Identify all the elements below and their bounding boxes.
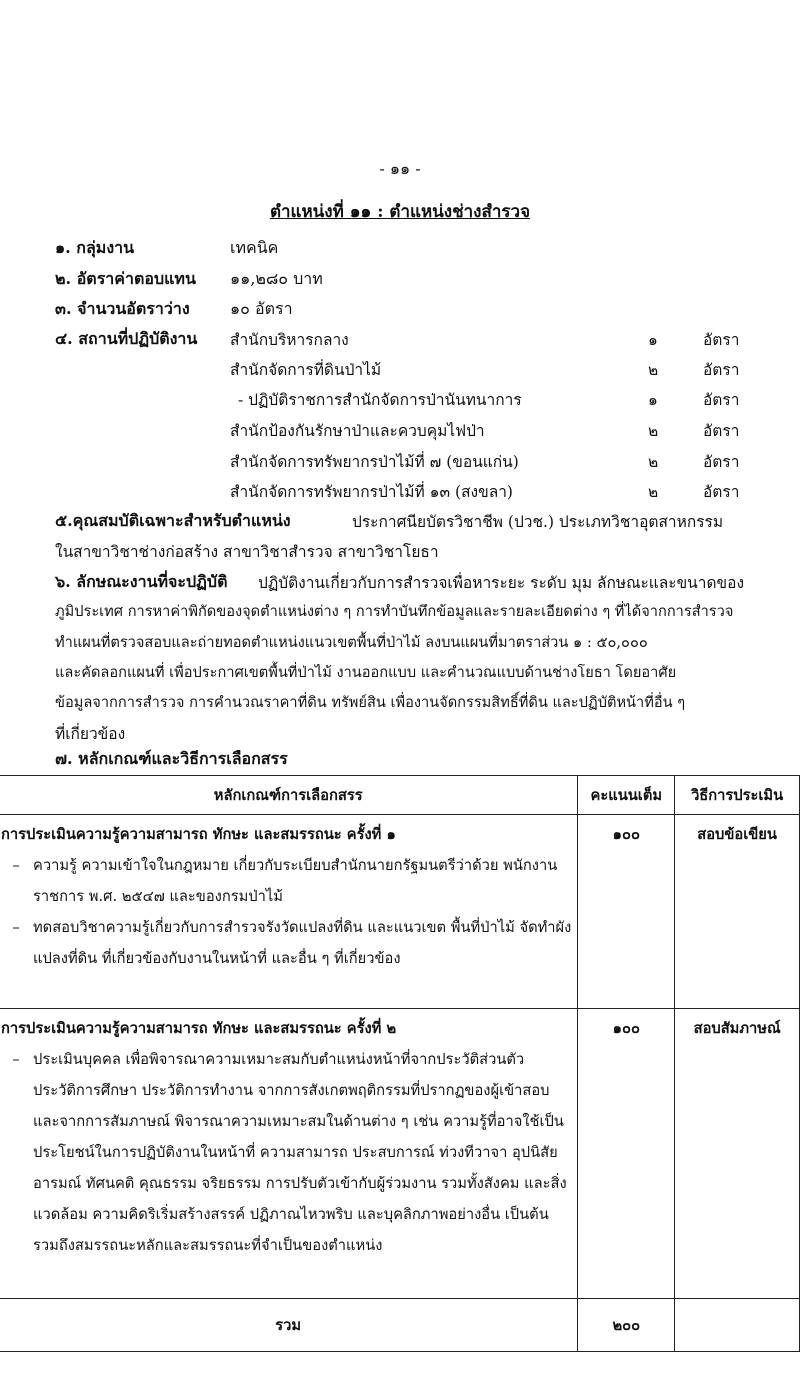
duties-text: ทำแผนที่ตรวจสอบและถ่ายทอดตำแหน่งแนวเขตพื้นที่ป่าไม้ ลงบนแผนที่มาตราส่วน ๑ : ๕๐,๐๐๐ [55, 634, 648, 651]
table-header: วิธีการประเมิน [675, 776, 800, 815]
qualification-text: ในสาขาวิชาช่างก่อสร้าง สาขาวิชาสำรวจ สาขาวิชาโยธา [55, 543, 439, 561]
criteria-label: ๗. หลักเกณฑ์และวิธีการเลือกสรร [55, 749, 288, 768]
workplace-count: ๒ [648, 422, 659, 440]
criteria-bullet: – ความรู้ ความเข้าใจในกฎหมาย เกี่ยวกับระเบียบสำนักนายกรัฐมนตรีว่าด้วย พนักงานราชการ พ.ศ. ๒๕๔๗ และของกรมป่าไม้ [0, 850, 577, 912]
criteria-bullet: – ทดสอบวิชาความรู้เกี่ยวกับการสำรวจรังวัดแปลงที่ดิน และแนวเขต พื้นที่ป่าไม้ จัดทำผังแปลงที่ดิน ที่เกี่ยวข้องกับงานในหน้าที่ และอื่น ๆ ที่เกี่ยวข้อง [0, 912, 577, 974]
workplace-unit: อัตรา [703, 391, 740, 409]
criteria-title: การประเมินความรู้ความสามารถ ทักษะ และสมรรถนะ ครั้งที่ ๒ [1, 1020, 397, 1037]
salary-label: ๒. อัตราค่าตอบแทน [55, 269, 196, 288]
group-label: ๑. กลุ่มงาน [55, 238, 135, 257]
table-row [0, 815, 800, 1009]
workplace-count: ๒ [648, 483, 659, 501]
duties-text: ภูมิประเทศ การหาค่าพิกัดของจุดตำแหน่งต่าง ๆ การทำบันทึกข้อมูลและรายละเอียดต่าง ๆ ที่ได้จากการสำรวจ [55, 603, 734, 620]
duties-text: ปฏิบัติงานเกี่ยวกับการสำรวจเพื่อหาระยะ ระดับ มุม ลักษณะและขนาดของ [258, 574, 745, 592]
workplace-name: - ปฏิบัติราชการสำนักจัดการป่านันทนาการ [238, 391, 522, 409]
score-value: ๑๐๐ [612, 1020, 640, 1037]
page-title: ตำแหน่งที่ ๑๑ : ตำแหน่งช่างสำรวจ [269, 202, 531, 222]
table-header: หลักเกณฑ์การเลือกสรร [0, 776, 578, 815]
workplace-name: สำนักป้องกันรักษาป่าและควบคุมไฟป่า [230, 422, 485, 440]
group-value: เทคนิค [230, 238, 279, 257]
workplace-count: ๑ [648, 391, 658, 409]
bullet-dash: – [12, 1051, 20, 1068]
workplace-name: สำนักจัดการทรัพยากรป่าไม้ที่ ๗ (ขอนแก่น) [230, 453, 519, 471]
duties-text: และคัดลอกแผนที่ เพื่อประกาศเขตพื้นที่ป่าไม้ งานออกแบบ และคำนวณแบบด้านช่างโยธา โดยอาศัย [55, 664, 677, 681]
vacancy-value: ๑๐ อัตรา [230, 299, 293, 318]
method-value: สอบข้อเขียน [697, 826, 777, 843]
workplace-unit: อัตรา [703, 361, 740, 379]
page-number: - ๑๑ - [379, 159, 421, 178]
criteria-title: การประเมินความรู้ความสามารถ ทักษะ และสมรรถนะ ครั้งที่ ๑ [1, 826, 396, 843]
workplace-name: สำนักจัดการที่ดินป่าไม้ [230, 361, 382, 379]
qualification-text: ประกาศนียบัตรวิชาชีพ (ปวช.) ประเภทวิชาอุตสาหกรรม [352, 513, 724, 531]
total-label: รวม [0, 1299, 578, 1352]
workplace-count: ๑ [648, 331, 658, 349]
total-score: ๒๐๐ [578, 1299, 675, 1352]
vacancy-label: ๓. จำนวนอัตราว่าง [55, 299, 190, 318]
workplace-name: สำนักบริหารกลาง [230, 331, 349, 349]
table-header-row [0, 776, 800, 815]
method-value: สอบสัมภาษณ์ [693, 1020, 781, 1037]
score-value: ๑๐๐ [612, 826, 640, 843]
salary-value: ๑๑,๒๘๐ บาท [230, 269, 323, 288]
workplace-label: ๔. สถานที่ปฏิบัติงาน [55, 329, 198, 348]
workplace-unit: อัตรา [703, 422, 740, 440]
duties-label: ๖. ลักษณะงานที่จะปฏิบัติ [55, 572, 228, 591]
criteria-table [0, 775, 800, 1352]
workplace-unit: อัตรา [703, 331, 740, 349]
workplace-count: ๒ [648, 361, 659, 379]
total-row [0, 1299, 800, 1352]
workplace-unit: อัตรา [703, 483, 740, 501]
criteria-bullet: – ประเมินบุคคล เพื่อพิจารณาความเหมาะสมกับตำแหน่งหน้าที่จากประวัติส่วนตัวประวัติการศึกษา ประวัติการทำงาน จากการสังเกตพฤติกรรมที่ปรากฏของผู้เข้าสอบและจากการสัมภาษณ์ พิจารณาความเหมาะสมในด้านต่าง ๆ เช่น ความรู้ที่อาจใช้เป็นประโยชน์ในการปฏิบัติงานในหน้าที่ ความสามารถ ประสบการณ์ ท่วงทีวาจา อุปนิสัย อารมณ์ ทัศนคติ คุณธรรม จริยธรรม การปรับตัวเข้ากับผู้ร่วมงาน รวมทั้งสังคม และสิ่งแวดล้อม ความคิดริเริ่มสร้างสรรค์ ปฏิภาณไหวพริบ และบุคลิกภาพอย่างอื่น เป็นต้น รวมถึงสมรรถนะหลักและสมรรถนะที่จำเป็นของตำแหน่ง [0, 1044, 577, 1261]
workplace-name: สำนักจัดการทรัพยากรป่าไม้ที่ ๑๓ (สงขลา) [230, 483, 513, 501]
bullet-dash: – [12, 857, 20, 874]
bullet-dash: – [12, 919, 20, 936]
qualification-label: ๕.คุณสมบัติเฉพาะสำหรับตำแหน่ง [55, 511, 291, 530]
workplace-count: ๒ [648, 453, 659, 471]
workplace-unit: อัตรา [703, 453, 740, 471]
table-row [0, 1009, 800, 1299]
duties-text: ข้อมูลจากการสำรวจ การคำนวณราคาที่ดิน ทรัพย์สิน เพื่องานจัดกรรมสิทธิ์ที่ดิน และปฏิบัติหน้าที่อื่น ๆ [55, 694, 686, 711]
table-header: คะแนนเต็ม [578, 776, 675, 815]
duties-text: ที่เกี่ยวข้อง [55, 725, 126, 743]
